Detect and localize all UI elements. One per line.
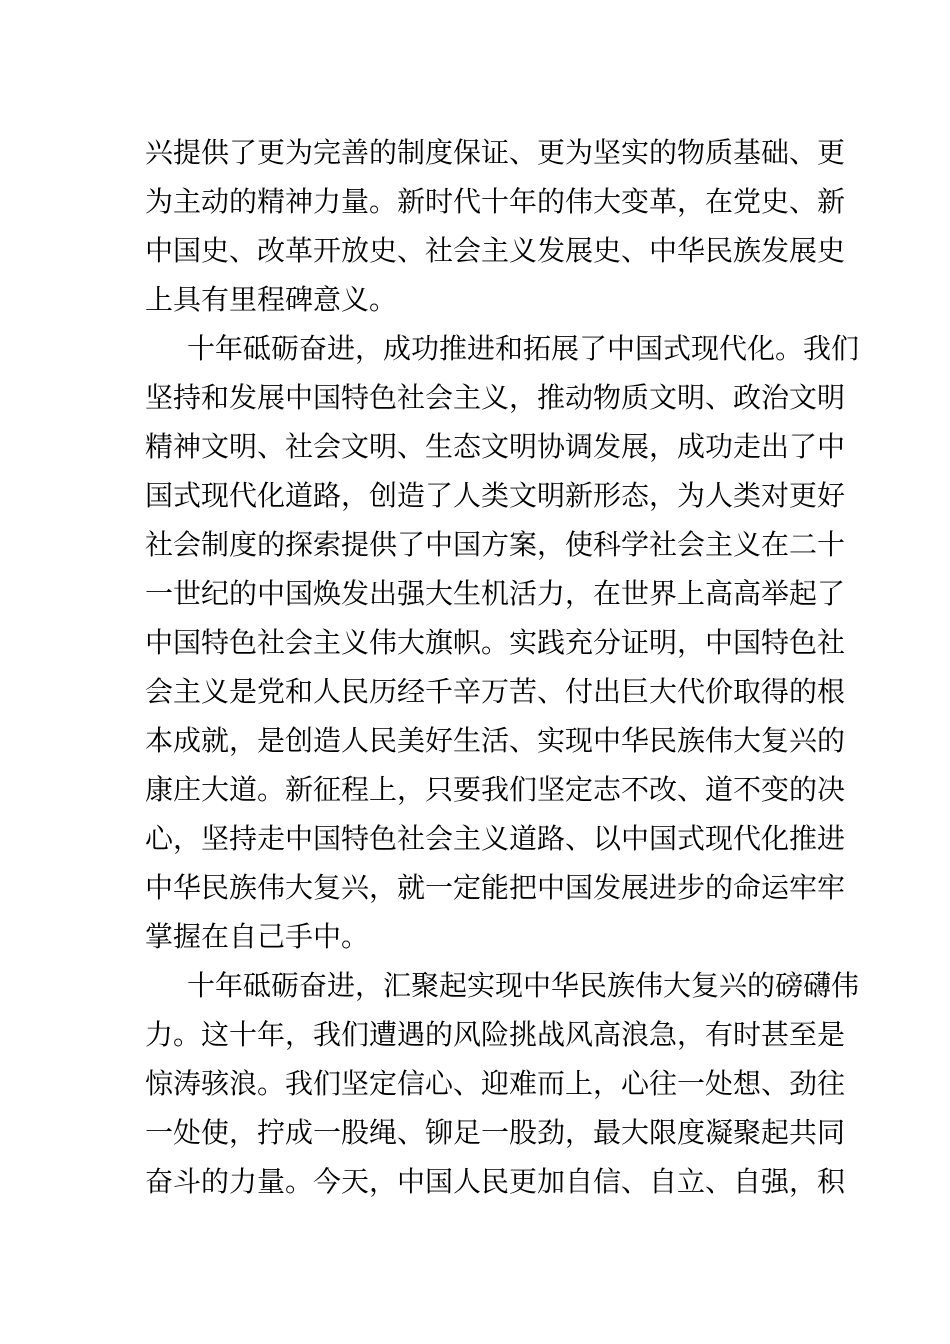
text-line: 掌握在自己手中。 — [145, 920, 370, 953]
text-line: 坚持和发展中国特色社会主义，推动物质文明、政治文明 — [145, 381, 846, 414]
text-line: 康庄大道。新征程上，只要我们坚定志不改、道不变的决 — [145, 773, 846, 806]
text-line: 中国特色社会主义伟大旗帜。实践充分证明，中国特色社 — [145, 626, 846, 659]
paragraph-3 — [145, 961, 860, 1206]
text-line: 中国史、改革开放史、社会主义发展史、中华民族发展史 — [145, 234, 846, 267]
text-line: 心，坚持走中国特色社会主义道路、以中国式现代化推进 — [145, 822, 846, 855]
text-line: 力。这十年，我们遭遇的风险挑战风高浪急，有时甚至是 — [145, 1018, 846, 1051]
text-line: 兴提供了更为完善的制度保证、更为坚实的物质基础、更 — [145, 136, 846, 169]
text-line: 国式现代化道路，创造了人类文明新形态，为人类对更好 — [145, 479, 846, 512]
text-line: 十年砥砺奋进，汇聚起实现中华民族伟大复兴的磅礴伟 — [187, 969, 860, 1002]
text-line: 一世纪的中国焕发出强大生机活力，在世界上高高举起了 — [145, 577, 846, 610]
text-line: 十年砥砺奋进，成功推进和拓展了中国式现代化。我们 — [187, 332, 860, 365]
text-line: 本成就，是创造人民美好生活、实现中华民族伟大复兴的 — [145, 724, 846, 757]
text-line: 奋斗的力量。今天，中国人民更加自信、自立、自强，积 — [145, 1165, 846, 1198]
text-line: 惊涛骇浪。我们坚定信心、迎难而上，心往一处想、劲往 — [145, 1067, 846, 1100]
text-line: 精神文明、社会文明、生态文明协调发展，成功走出了中 — [145, 430, 846, 463]
text-line: 社会制度的探索提供了中国方案，使科学社会主义在二十 — [145, 528, 846, 561]
text-line: 一处使，拧成一股绳、铆足一股劲，最大限度凝聚起共同 — [145, 1116, 846, 1149]
text-line: 为主动的精神力量。新时代十年的伟大变革，在党史、新 — [145, 185, 846, 218]
text-line: 上具有里程碑意义。 — [145, 283, 398, 316]
paragraph-2 — [145, 324, 860, 961]
text-line: 会主义是党和人民历经千辛万苦、付出巨大代价取得的根 — [145, 675, 846, 708]
body-text — [145, 128, 860, 1206]
text-line: 中华民族伟大复兴，就一定能把中国发展进步的命运牢牢 — [145, 871, 846, 904]
paragraph-1 — [145, 128, 846, 324]
